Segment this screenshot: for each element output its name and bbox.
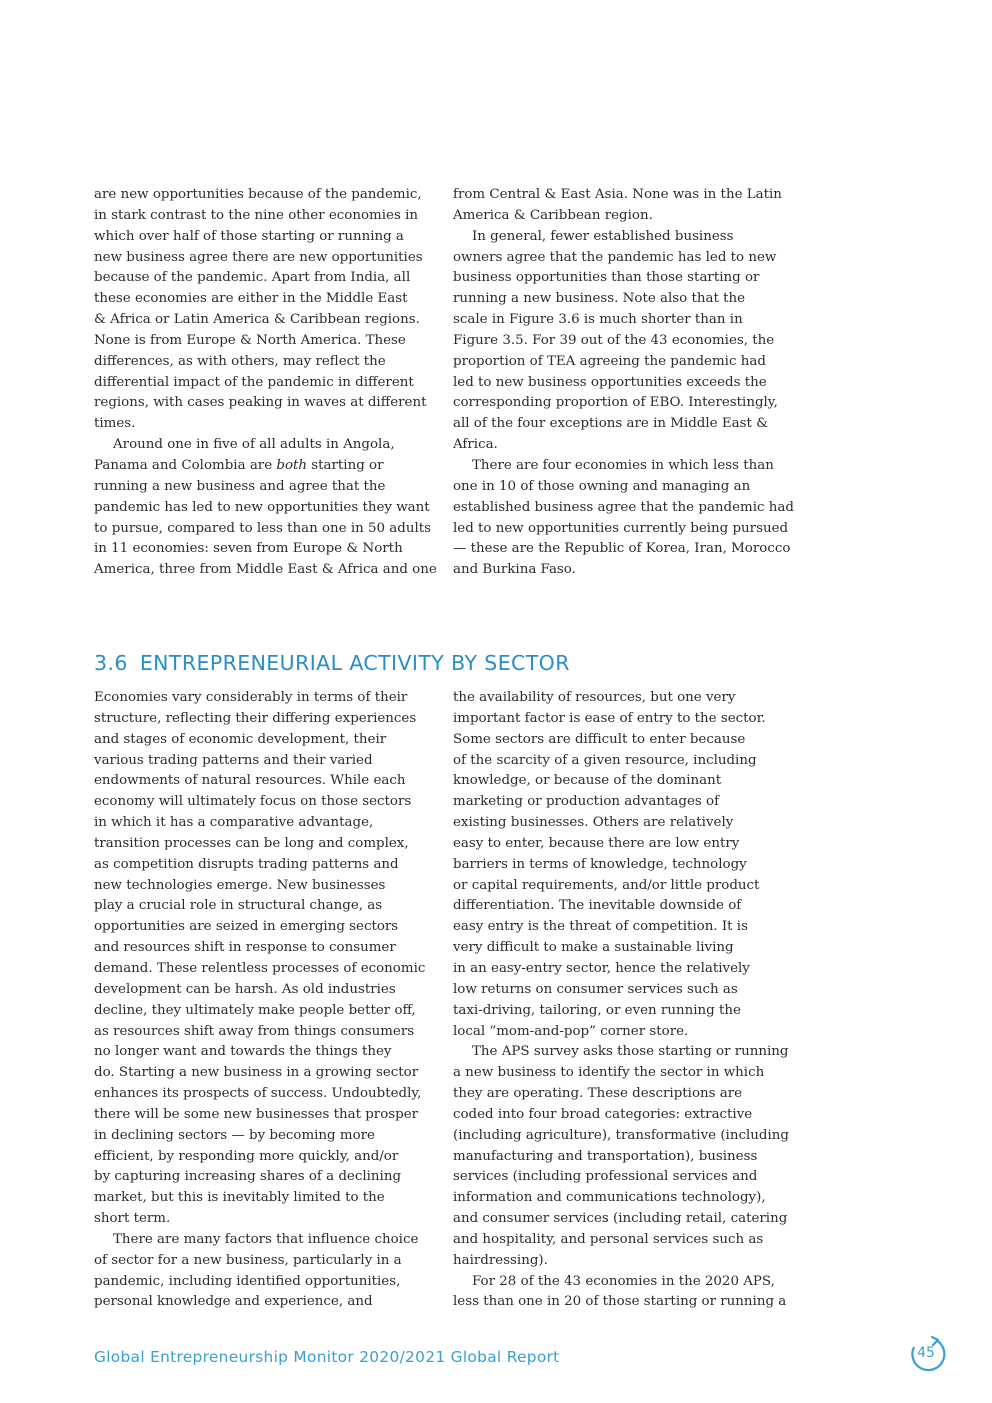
section-title: ENTREPRENEURIAL ACTIVITY BY SECTOR (139, 651, 570, 675)
text-line: in stark contrast to the nine other economies in (94, 207, 418, 223)
text-line: knowledge, or because of the dominant (453, 773, 722, 789)
text-line: as competition disrupts trading patterns and (94, 856, 399, 872)
text-line: There are many factors that influence choice (113, 1231, 419, 1247)
text-line: because of the pandemic. Apart from India, all (94, 270, 411, 286)
text-line: demand. These relentless processes of economic (94, 960, 426, 976)
text-line: & Africa or Latin America & Caribbean regions. (94, 312, 420, 328)
top-left-column (94, 185, 437, 581)
text-line: marketing or production advantages of (453, 794, 720, 810)
text-line: very difficult to make a sustainable living (453, 940, 734, 956)
text-line: and hospitality, and personal services such as (453, 1231, 764, 1247)
text-line: play a crucial role in structural change, as (94, 898, 383, 914)
text-line: easy to enter, because there are low entry (453, 835, 740, 851)
text-line: new business agree there are new opportunities (94, 249, 423, 265)
text-line: running a new business and agree that the (94, 478, 386, 494)
text-line: running a new business. Note also that the (453, 291, 746, 307)
text-line: these economies are either in the Middle East (94, 291, 408, 307)
text-line: development can be harsh. As old industries (94, 981, 396, 997)
bottom-right-column (453, 688, 793, 1313)
text-line: no longer want and towards the things they (94, 1044, 392, 1060)
text-line: coded into four broad categories: extractive (453, 1106, 753, 1122)
text-line: In general, fewer established business (472, 228, 734, 244)
text-line: as resources shift away from things consumers (94, 1023, 415, 1039)
text-line: of the scarcity of a given resource, including (453, 752, 757, 768)
text-line: do. Starting a new business in a growing sector (94, 1065, 419, 1081)
text-line: existing businesses. Others are relatively (453, 815, 734, 831)
text-line: and consumer services (including retail, catering (453, 1211, 788, 1227)
text-line: transition processes can be long and complex, (94, 835, 409, 851)
text-line: The APS survey asks those starting or running (472, 1044, 789, 1060)
text-line: times. (94, 416, 136, 432)
text-line: market, but this is inevitably limited to the (94, 1190, 385, 1206)
text-line: taxi-driving, tailoring, or even running the (453, 1002, 741, 1018)
text-line: barriers in terms of knowledge, technology (453, 856, 747, 872)
text-line: Figure 3.5. For 39 out of the 43 economies, the (453, 332, 775, 348)
text-line: — these are the Republic of Korea, Iran, Morocco (453, 541, 791, 557)
text-line: corresponding proportion of EBO. Interestingly, (453, 395, 778, 411)
text-line: there will be some new businesses that prosper (94, 1106, 419, 1122)
text-line: important factor is ease of entry to the sector. (453, 710, 766, 726)
text-line: business opportunities than those starting or (453, 270, 760, 286)
text-line: hairdressing). (453, 1252, 548, 1268)
text-line: personal knowledge and experience, and (94, 1294, 373, 1310)
text-line: Panama and Colombia are both starting or (94, 457, 384, 473)
top-right-column (453, 185, 793, 581)
text-line: Around one in five of all adults in Angola, (113, 437, 395, 453)
text-line: less than one in 20 of those starting or running a (453, 1294, 787, 1310)
text-line: differences, as with others, may reflect the (94, 353, 386, 369)
text-line: of sector for a new business, particularly in a (94, 1252, 402, 1268)
text-line: short term. (94, 1211, 171, 1227)
text-line: (including agriculture), transformative (including (453, 1127, 789, 1143)
text-line: regions, with cases peaking in waves at different (94, 395, 427, 411)
text-line: the availability of resources, but one very (453, 690, 736, 705)
bottom-left-column (94, 688, 434, 1313)
text-line: are new opportunities because of the pandemic, (94, 187, 422, 202)
text-line: all of the four exceptions are in Middle East & (453, 416, 769, 432)
text-line: local “mom-and-pop” corner store. (453, 1023, 689, 1039)
text-line: manufacturing and transportation), business (453, 1148, 758, 1164)
text-line: decline, they ultimately make people better off, (94, 1002, 416, 1018)
text-line: to pursue, compared to less than one in 50 adults (94, 520, 432, 536)
text-line: established business agree that the pandemic had (453, 499, 794, 515)
text-line: Economies vary considerably in terms of their (94, 690, 408, 705)
text-line: one in 10 of those owning and managing an (453, 478, 751, 494)
text-line: from Central & East Asia. None was in the Latin (453, 187, 782, 202)
text-line: low returns on consumer services such as (453, 981, 738, 997)
text-line: led to new business opportunities exceeds the (453, 374, 767, 390)
text-line: America, three from Middle East & Africa and one (94, 562, 437, 578)
footer-report-title: Global Entrepreneurship Monitor 2020/2021 Global Report (94, 1348, 560, 1366)
text-line: and resources shift in response to consumer (94, 940, 396, 956)
text-line: pandemic, including identified opportunities, (94, 1273, 401, 1289)
text-line: There are four economies in which less than (472, 457, 774, 473)
text-line: Some sectors are difficult to enter because (453, 731, 746, 747)
text-line: led to new opportunities currently being pursued (453, 520, 789, 536)
text-line: various trading patterns and their varied (94, 752, 373, 768)
text-line: enhances its prospects of success. Undoubtedly, (94, 1086, 422, 1102)
text-line: in declining sectors — by becoming more (94, 1127, 375, 1143)
text-line: scale in Figure 3.6 is much shorter than in (453, 312, 743, 328)
text-line: and Burkina Faso. (453, 562, 576, 578)
text-line: America & Caribbean region. (453, 207, 653, 223)
text-line: Africa. (453, 437, 498, 453)
text-line: differential impact of the pandemic in different (94, 374, 414, 390)
text-line: endowments of natural resources. While each (94, 773, 406, 789)
text-line: a new business to identify the sector in which (453, 1065, 765, 1081)
page-number-badge (906, 1335, 948, 1375)
text-line: information and communications technology), (453, 1190, 766, 1206)
text-line: they are operating. These descriptions are (453, 1086, 743, 1102)
text-line: economy will ultimately focus on those sectors (94, 794, 412, 810)
text-line: by capturing increasing shares of a declining (94, 1169, 402, 1185)
text-line: in an easy-entry sector, hence the relatively (453, 960, 750, 976)
text-line: services (including professional services and (453, 1169, 758, 1185)
text-line: owners agree that the pandemic has led to new (453, 249, 777, 265)
text-line: new technologies emerge. New businesses (94, 877, 386, 893)
section-number: 3.6 (94, 651, 128, 675)
text-line: easy entry is the threat of competition. It is (453, 919, 748, 935)
text-line: and stages of economic development, their (94, 731, 387, 747)
text-line: in 11 economies: seven from Europe & North (94, 541, 403, 557)
text-line: For 28 of the 43 economies in the 2020 APS, (472, 1273, 775, 1289)
text-line: proportion of TEA agreeing the pandemic had (453, 353, 766, 369)
text-line: which over half of those starting or running a (94, 228, 404, 244)
text-line: in which it has a comparative advantage, (94, 815, 374, 831)
text-line: None is from Europe & North America. These (94, 332, 406, 348)
text-line: opportunities are seized in emerging sectors (94, 919, 399, 935)
text-line: differentiation. The inevitable downside of (453, 898, 742, 914)
page-number: 45 (917, 1345, 935, 1361)
text-line: pandemic has led to new opportunities they want (94, 499, 430, 515)
text-line: or capital requirements, and/or little product (453, 877, 760, 893)
section-heading (94, 651, 570, 675)
text-line: structure, reflecting their differing experiences (94, 710, 417, 726)
text-line: efficient, by responding more quickly, and/or (94, 1148, 399, 1164)
